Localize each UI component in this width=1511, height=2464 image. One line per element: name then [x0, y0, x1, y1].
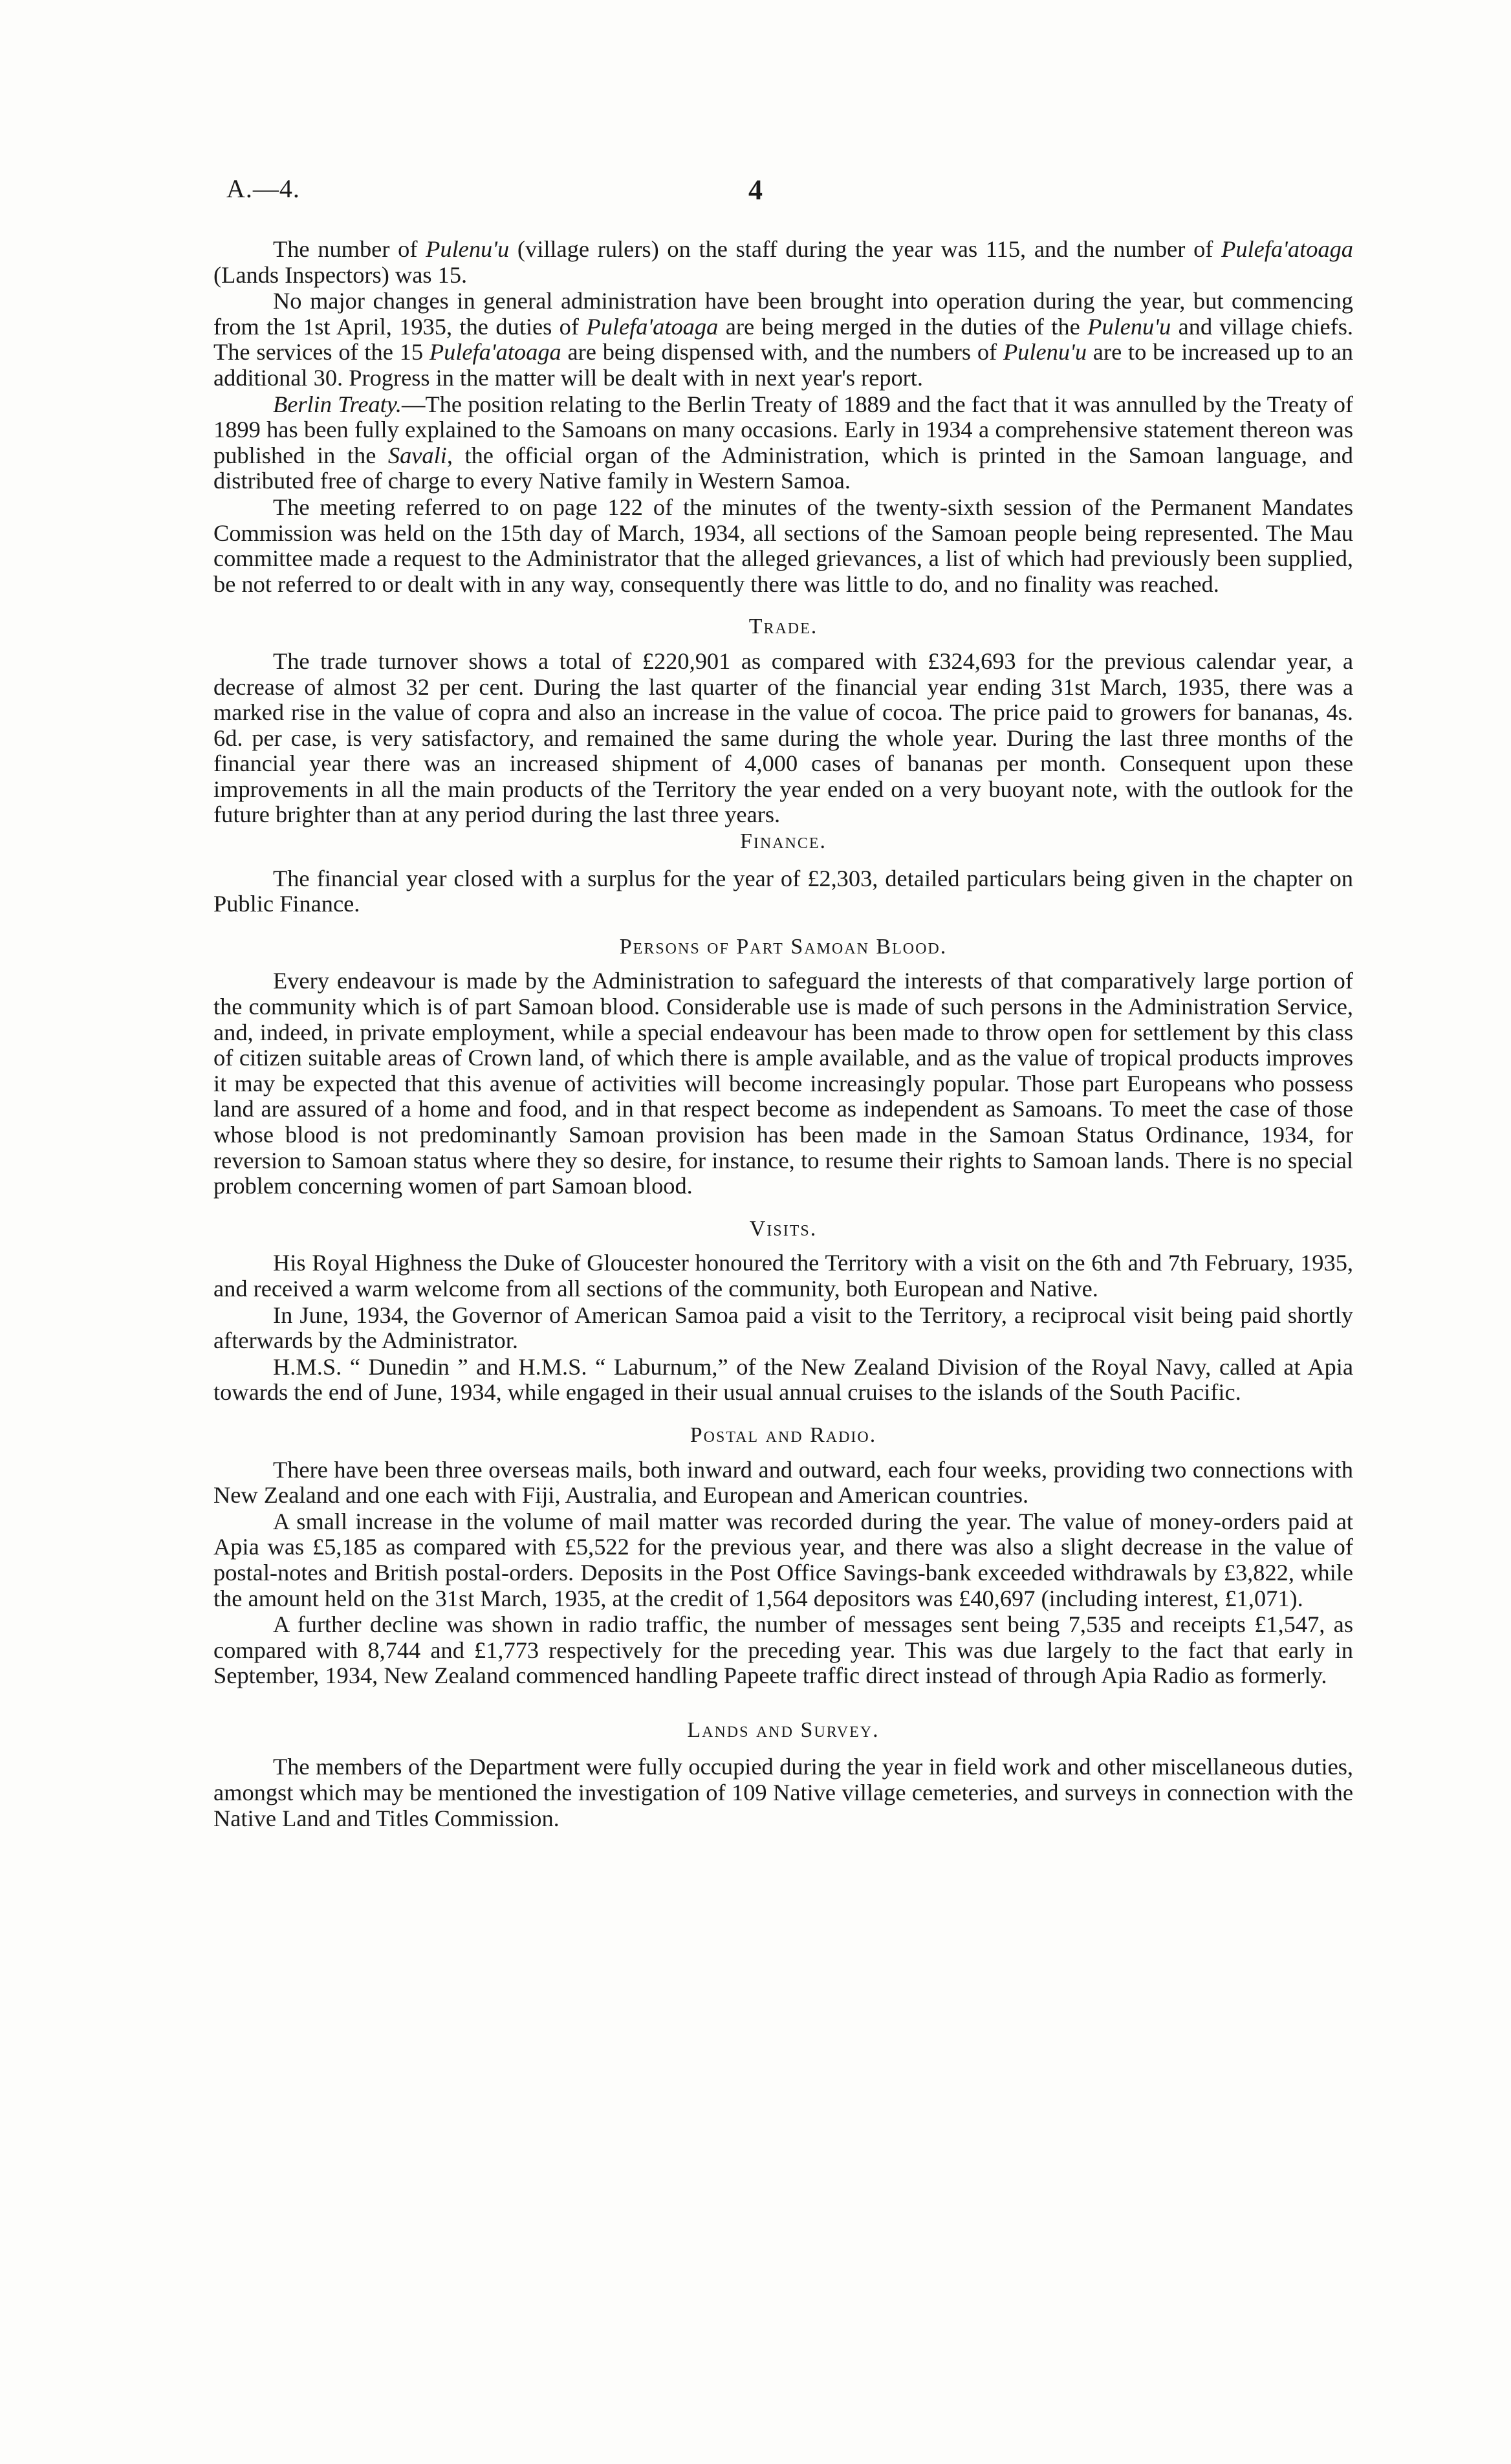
paragraph-lands-survey: The members of the Department were fully occupied during the year in field work and other miscellaneous duties, amongst which may be mentioned the investigation of 109 Native village cemeteries, and surveys in connection with the Native Land and Titles Commission.	[213, 1754, 1353, 1831]
paragraph-finance: The financial year closed with a surplus for the year of £2,303, detailed particulars being given in the chapter on Public Finance.	[213, 865, 1353, 917]
heading-lands-survey: Lands and Survey.	[687, 1717, 880, 1742]
heading-trade: Trade.	[748, 615, 818, 639]
paragraph-mail-volume: A small increase in the volume of mail matter was recorded during the year. The value of money-orders paid at Apia was £5,185 as compared with £5,522 for the previous year, and there was also a slight decrease in the value of postal-notes and British postal-orders. Deposits in the Post Office Savings-bank exceeded withdrawals by £3,822, while the amount held on the 31st March, 1935, at the credit of 1,564 depositors was £40,697 (including interest, £1,071).	[213, 1508, 1353, 1611]
heading-finance: Finance.	[739, 829, 827, 854]
page-header	[226, 173, 1285, 212]
paragraph-administration-changes: No major changes in general administration have been brought into operation during the year, but commencing from the 1st April, 1935, the duties of Pulefa'atoaga are being merged in the duties of the Pulenu'u and village chiefs. The services of the 15 Pulefa'atoaga are being dispensed with, and the numbers of Pulenu'u are to be increased up to an additional 30. Progress in the matter will be dealt with in next year's report.	[213, 288, 1353, 391]
page-number: 4	[748, 174, 763, 206]
paragraph-navy-visit: H.M.S. “ Dunedin ” and H.M.S. “ Laburnum,” of the New Zealand Division of the Royal Navy, called at Apia towards the end of June, 1934, while engaged in their usual annual cruises to the islands of the South Pacific.	[213, 1353, 1353, 1406]
heading-visits: Visits.	[749, 1216, 818, 1241]
document-body	[213, 237, 1353, 1832]
paragraph-mandates-meeting: The meeting referred to on page 122 of the minutes of the twenty-sixth session of the Permanent Mandates Commission was held on the 15th day of March, 1934, all sections of the Samoan people being represented. The Mau committee made a request to the Administrator that the alleged grievances, a list of which had previously been supplied, be not referred to or dealt with in any way, consequently there was little to do, and no finality was reached.	[213, 494, 1353, 597]
paragraph-pulenuu-count: The number of Pulenu'u (village rulers) on the staff during the year was 115, and the number of Pulefa'atoaga (Lands Inspectors) was 15.	[213, 236, 1353, 288]
paragraph-overseas-mails: There have been three overseas mails, both inward and outward, each four weeks, providing two connections with New Zealand and one each with Fiji, Australia, and European and American countries.	[213, 1456, 1353, 1509]
heading-part-samoan-blood: Persons of Part Samoan Blood.	[619, 934, 948, 959]
paragraph-governor-visit: In June, 1934, the Governor of American Samoa paid a visit to the Territory, a reciprocal visit being paid shortly afterwards by the Administrator.	[213, 1302, 1353, 1354]
heading-postal-radio: Postal and Radio.	[690, 1423, 877, 1447]
document-reference: A.—4.	[226, 174, 300, 203]
paragraph-duke-visit: His Royal Highness the Duke of Gloucester honoured the Territory with a visit on the 6th and 7th February, 1935, and received a warm welcome from all sections of the community, both European and Native.	[213, 1250, 1353, 1302]
paragraph-trade: The trade turnover shows a total of £220,901 as compared with £324,693 for the previous calendar year, a decrease of almost 32 per cent. During the last quarter of the financial year ending 31st March, 1935, there was a marked rise in the value of copra and also an increase in the value of cocoa. The price paid to growers for bananas, 4s. 6d. per case, is very satisfactory, and remained the same during the whole year. During the last three months of the financial year there was an increased shipment of 4,000 cases of bananas per month. Consequent upon these improvements in all the main products of the Territory the year ended on a very buoyant note, with the outlook for the future brighter than at any period during the last three years.	[213, 648, 1353, 828]
paragraph-radio-traffic: A further decline was shown in radio traffic, the number of messages sent being 7,535 and receipts £1,547, as compared with 8,744 and £1,773 respectively for the preceding year. This was due largely to the fact that early in September, 1934, New Zealand commenced handling Papeete traffic direct instead of through Apia Radio as formerly.	[213, 1611, 1353, 1689]
paragraph-berlin-treaty: Berlin Treaty.—The position relating to the Berlin Treaty of 1889 and the fact that it was annulled by the Treaty of 1899 has been fully explained to the Samoans on many occasions. Early in 1934 a comprehensive statement thereon was published in the Savali, the official organ of the Administration, which is printed in the Samoan language, and distributed free of charge to every Native family in Western Samoa.	[213, 391, 1354, 494]
paragraph-part-samoan-blood: Every endeavour is made by the Administration to safeguard the interests of that comparatively large portion of the community which is of part Samoan blood. Considerable use is made of such persons in the Administration Service, and, indeed, in private employment, while a special endeavour has been made to throw open for settlement by this class of citizen suitable areas of Crown land, of which there is ample available, and as the value of tropical products improves it may be expected that this avenue of activities will become increasingly popular. Those part Europeans who possess land are assured of a home and food, and in that respect become as independent as Samoans. To meet the case of those whose blood is not predominantly Samoan provision has been made in the Samoan Status Ordinance, 1934, for reversion to Samoan status where they so desire, for instance, to resume their rights to Samoan lands. There is no special problem concerning women of part Samoan blood.	[213, 968, 1353, 1199]
